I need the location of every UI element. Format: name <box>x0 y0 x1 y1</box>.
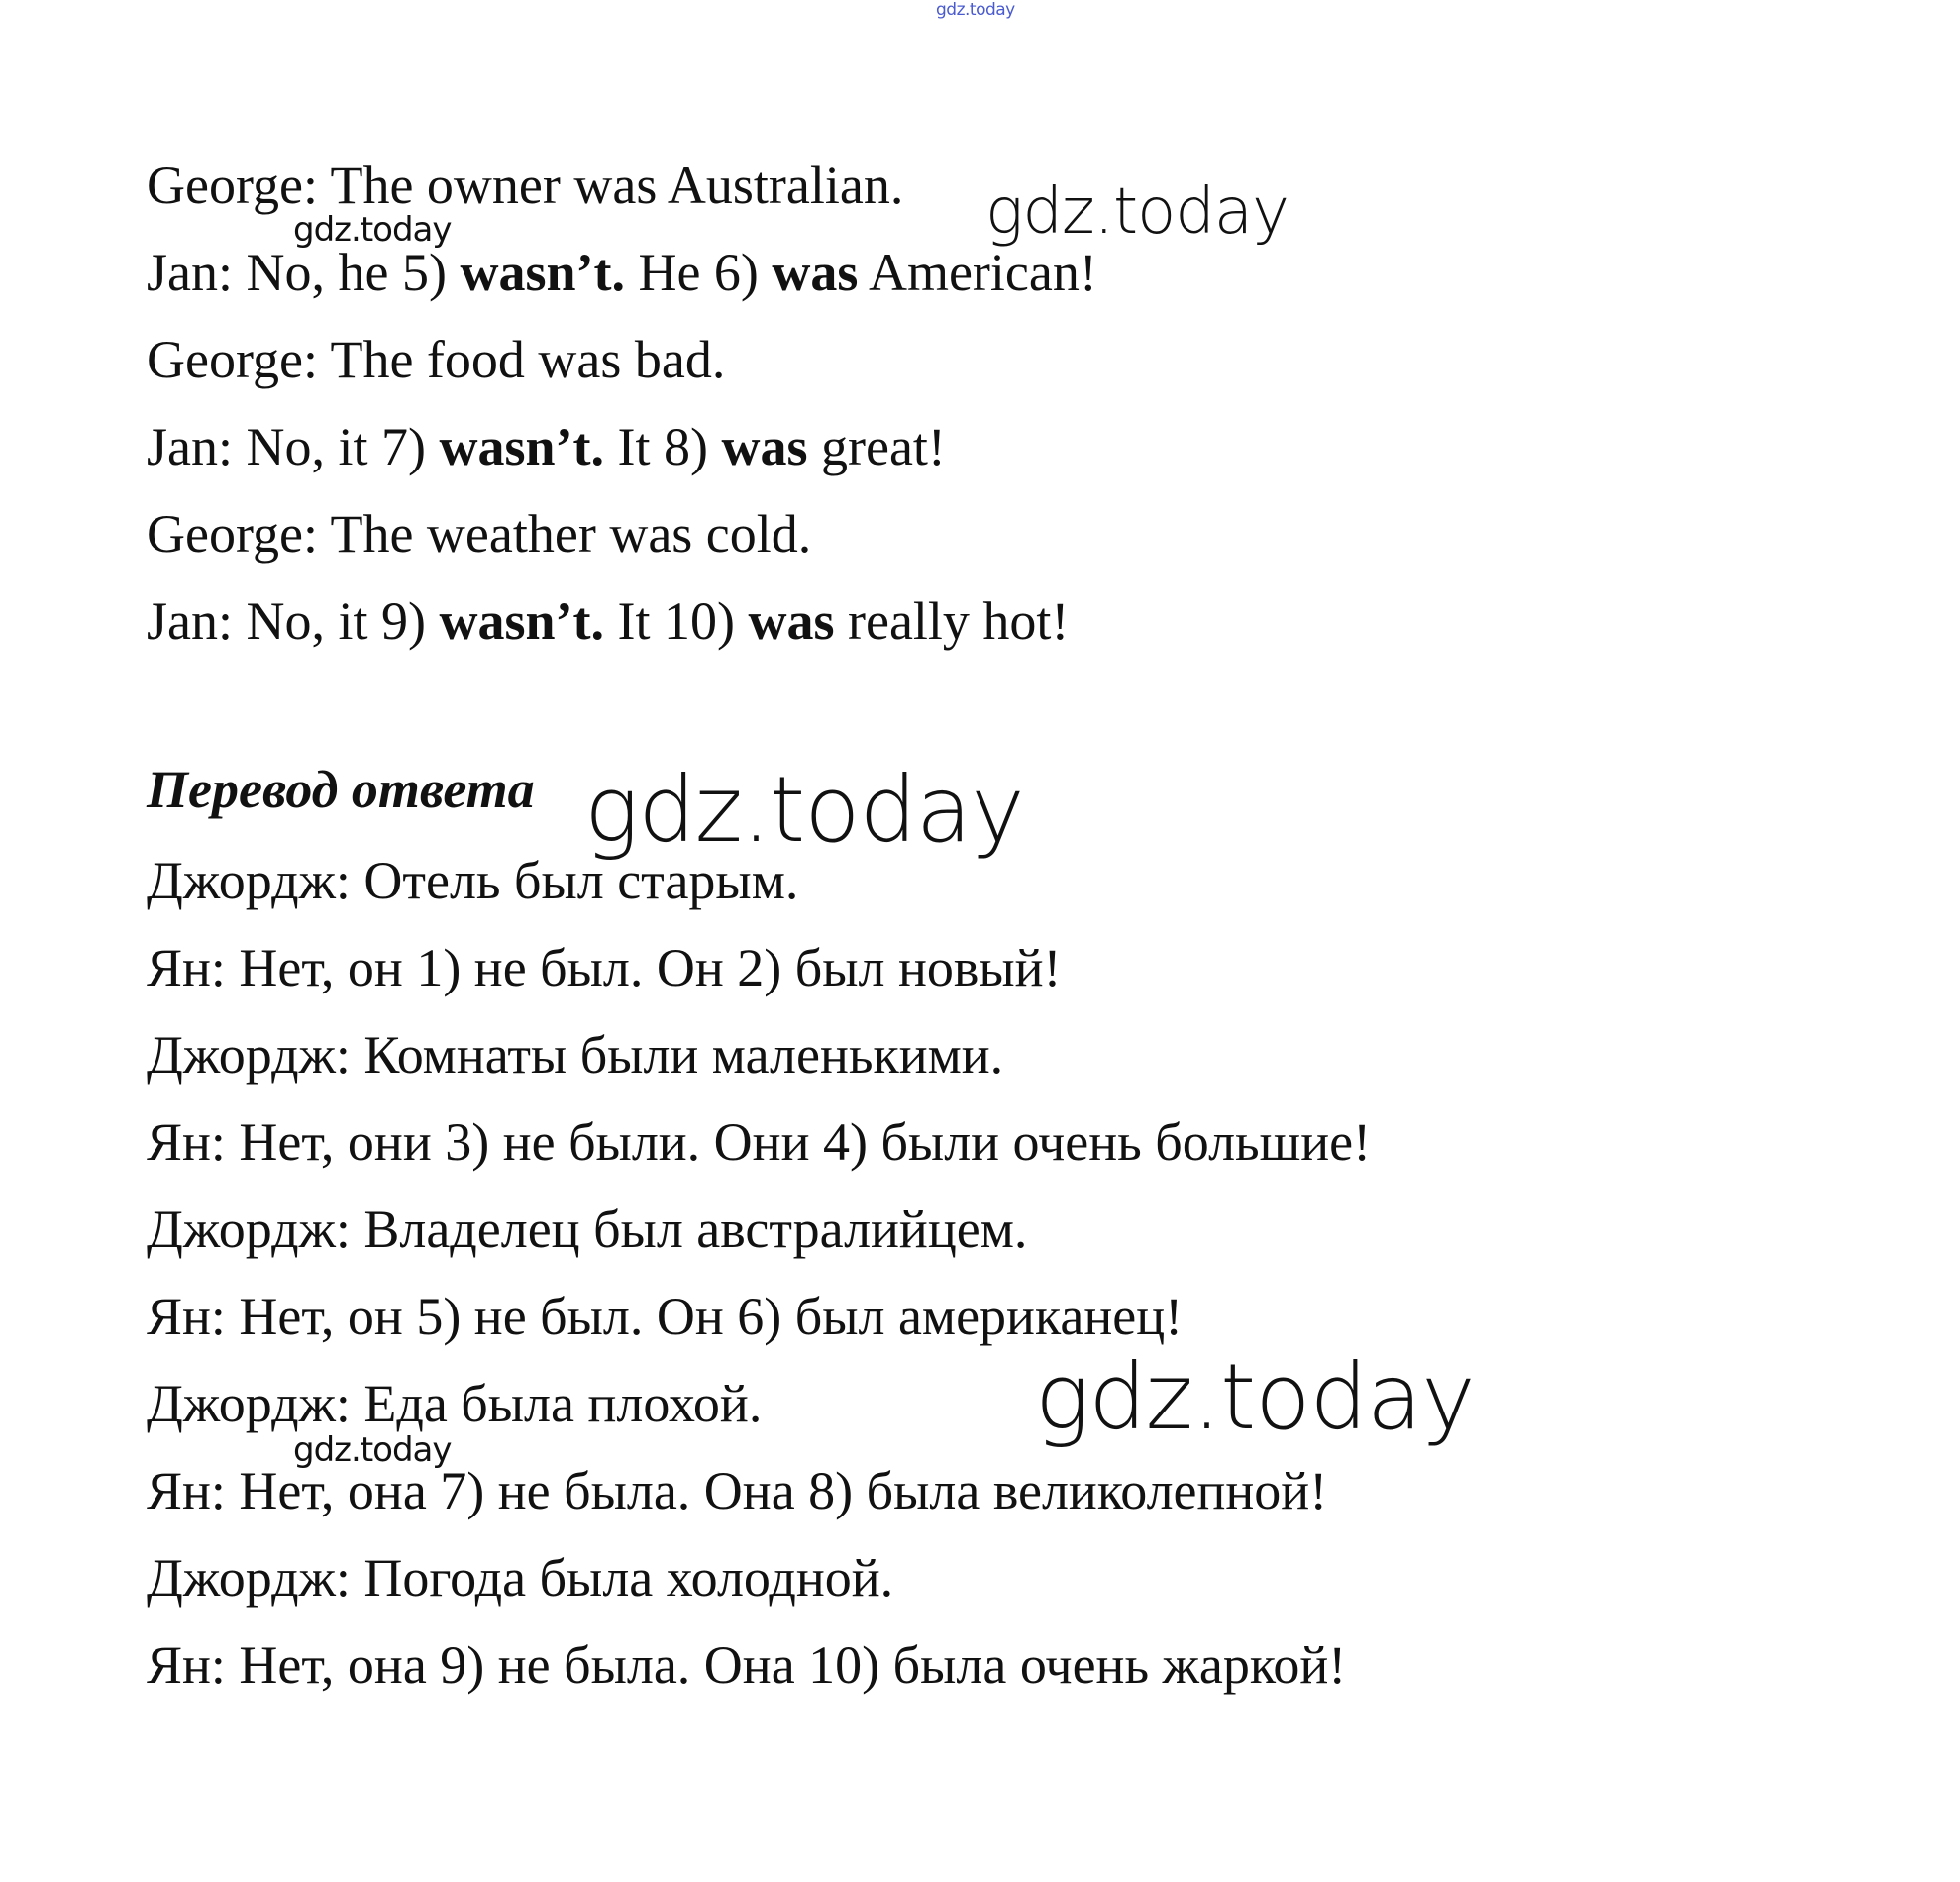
russian-line-5: Джордж: Владелец был австралийцем. <box>147 1200 1028 1259</box>
line-text: really hot! <box>834 591 1070 651</box>
speaker: Jan: <box>147 591 233 651</box>
bold-answer: wasn’t. <box>460 243 625 302</box>
line-text: great! <box>807 417 946 476</box>
line-text: The food was bad. <box>317 330 726 389</box>
speaker: George: <box>147 156 318 215</box>
line-text: It 10) <box>604 591 749 651</box>
english-line-3 <box>147 330 726 389</box>
english-line-6 <box>147 591 1070 651</box>
russian-line-6: Ян: Нет, он 5) не был. Он 6) был американец! <box>147 1287 1184 1346</box>
line-text: The weather was cold. <box>317 504 812 564</box>
russian-line-2: Ян: Нет, он 1) не был. Он 2) был новый! <box>147 938 1062 997</box>
english-line-1 <box>147 156 904 215</box>
watermark-huge: gdz.today <box>584 757 1024 863</box>
watermark-small: gdz.today <box>293 210 452 250</box>
russian-line-3: Джордж: Комнаты были маленькими. <box>147 1025 1004 1085</box>
line-text: The owner was Australian. <box>317 156 904 215</box>
bold-answer: wasn’t. <box>439 591 605 651</box>
speaker: George: <box>147 330 318 389</box>
line-text: No, he 5) <box>233 243 461 302</box>
watermark-small: gdz.today <box>293 1430 452 1470</box>
russian-line-4: Ян: Нет, они 3) не были. Они 4) были очень большие! <box>147 1112 1372 1172</box>
russian-line-8: Ян: Нет, она 7) не была. Она 8) была великолепной! <box>147 1461 1328 1520</box>
line-text: No, it 9) <box>233 591 440 651</box>
russian-line-1: Джордж: Отель был старым. <box>147 851 799 910</box>
watermark-large: gdz.today <box>985 175 1289 249</box>
translation-heading: Перевод ответа <box>147 760 535 819</box>
speaker: George: <box>147 504 318 564</box>
watermark-huge: gdz.today <box>1035 1344 1475 1450</box>
bold-answer: was <box>772 243 859 302</box>
english-line-4 <box>147 417 946 476</box>
english-line-5 <box>147 504 812 564</box>
russian-line-7: Джордж: Еда была плохой. <box>147 1374 763 1433</box>
bold-answer: wasn’t. <box>439 417 605 476</box>
line-text: He 6) <box>624 243 773 302</box>
speaker: Jan: <box>147 417 233 476</box>
russian-line-9: Джордж: Погода была холодной. <box>147 1548 894 1608</box>
line-text: American! <box>858 243 1097 302</box>
english-line-2 <box>147 243 1097 302</box>
speaker: Jan: <box>147 243 233 302</box>
bold-answer: was <box>748 591 835 651</box>
top-watermark: gdz.today <box>936 0 1015 20</box>
line-text: It 8) <box>604 417 722 476</box>
line-text: No, it 7) <box>233 417 440 476</box>
russian-line-10: Ян: Нет, она 9) не была. Она 10) была очень жаркой! <box>147 1635 1347 1695</box>
bold-answer: was <box>721 417 808 476</box>
